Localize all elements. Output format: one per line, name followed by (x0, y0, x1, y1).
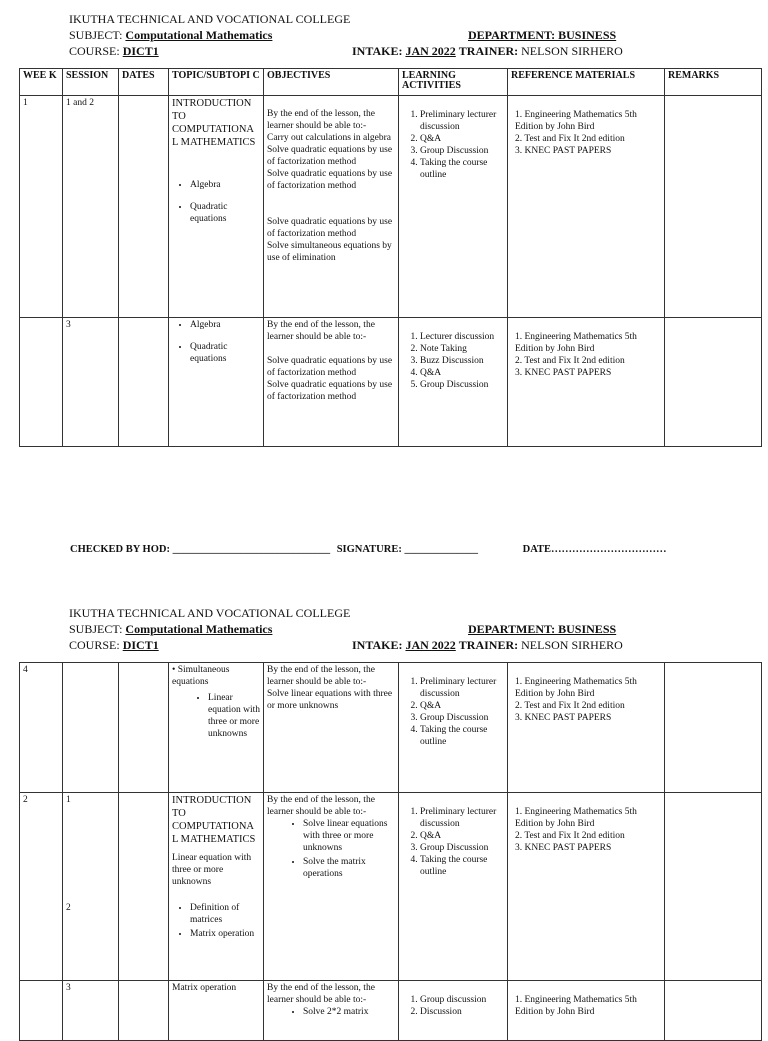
topic-item: • Algebra (190, 179, 260, 191)
objective-item: • Solve 2*2 matrix (303, 1006, 395, 1018)
col-objectives: OBJECTIVES (264, 69, 399, 96)
objective-text: By the end of the lesson, the learner should be able to:- (267, 109, 375, 131)
table-row (20, 96, 762, 318)
dates-cell (119, 793, 169, 981)
activities-cell (399, 981, 508, 1041)
objective-item: • Solve the matrix operations (303, 856, 395, 880)
topic-cell (169, 318, 264, 447)
date-field: DATE…………………………… (522, 544, 667, 555)
topic-title: INTRODUCTION TO COMPUTATIONA L MATHEMATICS (172, 98, 256, 148)
objective-text: Solve quadratic equations by use of factorization method (267, 217, 393, 239)
col-remarks: REMARKS (665, 69, 762, 96)
intake-label: INTAKE: (352, 638, 403, 652)
activity-item: 1. Preliminary lecturer discussion (420, 109, 504, 133)
dates-cell (119, 663, 169, 793)
header-block-1 (69, 11, 629, 59)
activity-item: 3. Group Discussion (420, 712, 504, 724)
activity-item: 2. Q&A (420, 700, 504, 712)
references-cell (508, 96, 665, 318)
table-row (20, 663, 762, 793)
reference-item: 1. Engineering Mathematics 5th Edition by John Bird (515, 110, 637, 132)
activity-item: 3. Group Discussion (420, 145, 504, 157)
objective-text: Solve quadratic equations by use of factorization method (267, 380, 393, 402)
objective-item: • Solve linear equations with three or more unknowns (303, 818, 395, 854)
col-week: WEE K (20, 69, 63, 96)
activity-item: 5. Group Discussion (420, 379, 504, 391)
activity-item: 1. Preliminary lecturer discussion (420, 806, 504, 830)
subject-value: Computational Mathematics (125, 622, 273, 636)
reference-item: 3. KNEC PAST PAPERS (515, 368, 612, 378)
college-name: IKUTHA TECHNICAL AND VOCATIONAL COLLEGE (69, 606, 351, 620)
objective-text: Solve simultaneous equations by use of elimination (267, 241, 392, 263)
session-cell: 3 (63, 981, 119, 1041)
table-row (20, 793, 762, 981)
department-label: DEPARTMENT: BUSINESS (468, 622, 617, 636)
objective-text: Carry out calculations in algebra (267, 133, 391, 143)
session-value: 1 (66, 795, 71, 805)
col-session: SESSION (63, 69, 119, 96)
objectives-cell (264, 981, 399, 1041)
reference-item: 3. KNEC PAST PAPERS (515, 713, 612, 723)
activity-item: 1. Lecturer discussion (420, 331, 504, 343)
intake-value: JAN 2022 (405, 638, 456, 652)
activity-item: 2. Q&A (420, 133, 504, 145)
schedule-table-2 (19, 662, 762, 1041)
reference-item: 2. Test and Fix It 2nd edition (515, 831, 625, 841)
activity-item: 2. Note Taking (420, 343, 504, 355)
objective-text: By the end of the lesson, the learner should be able to:- (267, 320, 375, 342)
reference-item: 2. Test and Fix It 2nd edition (515, 134, 625, 144)
activities-cell (399, 663, 508, 793)
activities-cell (399, 96, 508, 318)
table-row (20, 318, 762, 447)
dates-cell (119, 96, 169, 318)
objectives-cell (264, 793, 399, 981)
objective-text: By the end of the lesson, the learner should be able to:- (267, 665, 375, 687)
topic-lead: • Simultaneous equations (172, 665, 230, 687)
week-cell: 2 (20, 793, 63, 981)
objective-text: Solve quadratic equations by use of factorization method (267, 356, 393, 378)
col-dates: DATES (119, 69, 169, 96)
topic-sub: Linear equation with three or more unknowns (172, 853, 252, 887)
objective-text: By the end of the lesson, the learner should be able to:- (267, 795, 375, 817)
objective-text: Solve linear equations with three or more unknowns (267, 689, 393, 711)
topic-cell: Matrix operation (169, 981, 264, 1041)
objectives-cell (264, 663, 399, 793)
department-label: DEPARTMENT: BUSINESS (468, 28, 617, 42)
references-cell (508, 318, 665, 447)
objective-text: By the end of the lesson, the learner should be able to:- (267, 983, 375, 1005)
remarks-cell (665, 663, 762, 793)
course-value: DICT1 (122, 44, 159, 58)
remarks-cell (665, 793, 762, 981)
session-cell: 3 (63, 318, 119, 447)
activity-item: 3. Group Discussion (420, 842, 504, 854)
activity-item: 3. Buzz Discussion (420, 355, 504, 367)
reference-item: 1. Engineering Mathematics 5th Edition by John Bird (515, 677, 637, 699)
remarks-cell (665, 318, 762, 447)
session-cell (63, 793, 119, 981)
course-label: COURSE: (69, 44, 120, 58)
reference-item: 2. Test and Fix It 2nd edition (515, 701, 625, 711)
header-block-2 (69, 605, 629, 653)
dates-cell (119, 981, 169, 1041)
topic-item: • Quadratic equations (190, 341, 260, 365)
references-cell (508, 663, 665, 793)
reference-item: 3. KNEC PAST PAPERS (515, 843, 612, 853)
activity-item: 4. Q&A (420, 367, 504, 379)
dates-cell (119, 318, 169, 447)
activity-item: 1. Preliminary lecturer discussion (420, 676, 504, 700)
subject-value: Computational Mathematics (125, 28, 273, 42)
references-cell (508, 981, 665, 1041)
session-value: 2 (66, 903, 71, 913)
topic-title: INTRODUCTION TO COMPUTATIONA L MATHEMATICS (172, 795, 256, 845)
col-activities: LEARNING ACTIVITIES (399, 69, 508, 96)
activity-item: 4. Taking the course outline (420, 157, 504, 181)
activity-item: 2. Q&A (420, 830, 504, 842)
col-topic: TOPIC/SUBTOPI C (169, 69, 264, 96)
session-cell: 1 and 2 (63, 96, 119, 318)
reference-item: 1. Engineering Mathematics 5th Edition by John Bird (515, 807, 637, 829)
references-cell (508, 793, 665, 981)
course-label: COURSE: (69, 638, 120, 652)
week-cell (20, 981, 63, 1041)
trainer-label: TRAINER: (458, 44, 519, 58)
trainer-value: NELSON SIRHERO (521, 638, 623, 652)
intake-label: INTAKE: (352, 44, 403, 58)
reference-item: 3. KNEC PAST PAPERS (515, 146, 612, 156)
objective-text: Solve quadratic equations by use of factorization method (267, 145, 393, 167)
intake-value: JAN 2022 (405, 44, 456, 58)
week-cell: 4 (20, 663, 63, 793)
signature-field: SIGNATURE: ______________ (336, 544, 478, 555)
topic-item: • Matrix operation (190, 928, 260, 940)
schedule-table-1 (19, 68, 762, 447)
activity-item: 1. Group discussion (420, 994, 504, 1006)
topic-item: • Algebra (190, 319, 260, 331)
reference-item: 1. Engineering Mathematics 5th Edition by John Bird (515, 332, 637, 354)
remarks-cell (665, 96, 762, 318)
topic-item: • Quadratic equations (190, 201, 260, 225)
week-cell (20, 318, 63, 447)
trainer-label: TRAINER: (458, 638, 519, 652)
col-references: REFERENCE MATERIALS (508, 69, 665, 96)
subject-label: SUBJECT: (69, 28, 123, 42)
objectives-cell (264, 96, 399, 318)
topic-item: • Linear equation with three or more unknowns (208, 692, 260, 740)
table-row (20, 981, 762, 1041)
topic-item: • Definition of matrices (190, 902, 260, 926)
hod-field: CHECKED BY HOD: ______________________________ (70, 544, 331, 555)
activities-cell (399, 318, 508, 447)
remarks-cell (665, 981, 762, 1041)
activity-item: 2. Discussion (420, 1006, 504, 1018)
course-value: DICT1 (122, 638, 159, 652)
college-name: IKUTHA TECHNICAL AND VOCATIONAL COLLEGE (69, 12, 351, 26)
reference-item: 1. Engineering Mathematics 5th Edition by John Bird (515, 995, 637, 1017)
subject-label: SUBJECT: (69, 622, 123, 636)
topic-cell (169, 96, 264, 318)
activity-item: 4. Taking the course outline (420, 854, 504, 878)
objectives-cell (264, 318, 399, 447)
week-cell: 1 (20, 96, 63, 318)
session-cell (63, 663, 119, 793)
checked-by-hod-line (70, 544, 667, 555)
reference-item: 2. Test and Fix It 2nd edition (515, 356, 625, 366)
topic-cell (169, 663, 264, 793)
activity-item: 4. Taking the course outline (420, 724, 504, 748)
trainer-value: NELSON SIRHERO (521, 44, 623, 58)
activities-cell (399, 793, 508, 981)
topic-cell (169, 793, 264, 981)
table-header-row (20, 69, 762, 96)
objective-text: Solve quadratic equations by use of factorization method (267, 169, 393, 191)
